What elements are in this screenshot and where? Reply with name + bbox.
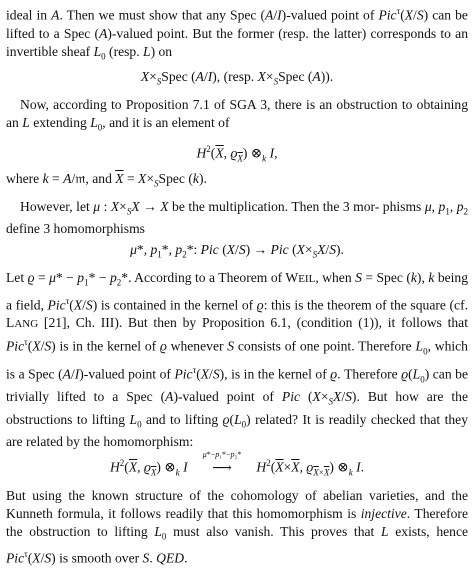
display-3: μ*, $p_1*$, $p_2*$: Pic (X/S) → Pic $(X\times_SX/S)$. [130, 242, 344, 261]
paragraph-2: Now, according to Proposition 7.1 of SGA 3, there is an obstruction to obtaining an L extending $L_0$, and it is an element of [6, 96, 468, 133]
paragraph-6: But using the known structure of the cohomology of abelian varieties, and the Kunneth formula, it follows readily that this homomorphism is injective. Therefore the obstruction to lifting $L_0$ must also vanish. This proves that L exists, hence Pic$^\tau$(X/S) is smooth over S. QED. [6, 487, 469, 566]
paragraph-4: However, let μ : $X\times_SX \to X$ be the multiplication. Then the 3 mor- phisms μ, $p_1$, $p_2$ define 3 homomorphisms [6, 198, 469, 237]
paragraph-1: ideal in A. Then we must show that any Spec (A/I)-valued point of Pic$^\tau$(X/S) can be lifted to a Spec (A)-valued point. But the former (resp. the latter) corresponds to an invertible sheaf $L_0$ (resp. L) on [6, 6, 468, 62]
display-2: $H^2(\overline{X}$, $ϱ_{\overline{X}}$) $\otimes_k$ I, [196, 143, 278, 163]
display-4: $H^2(\overline{X}$, $ϱ_{\overline{X}}$) $\otimes_k$ I μ*−p₁*−p₂* ⟶ $H^2(\overline{X}\times\overline{X}$, $ϱ_{\overline{X}\times\overline{X}}$) $\otimes_k$ I. [109, 449, 365, 478]
display-1: $X\times_SSpec$ (A/I), (resp. $X\times_SSpec$ (A)). [140, 69, 334, 87]
paragraph-3: where k = A/𝔪, and $\overline{X}$ = $X\times_SSpec$ (k). [6, 170, 207, 189]
paragraph-5: Let $ϱ = \mu* - p_1* - p_2*$. According to a Theorem of WEIL, when S = Spec (k), k being a field, Pic$^\tau$(X/S) is contained in the kernel of ϱ: this is the theorem of the square (cf. LANG [21], Ch. III). But then by Proposition 6.1, (condition (1)), it follows that Pic$^\tau$(X/S) is in the kernel of ϱ whenever S consists of one point. Therefore $L_0$, which is a Spec (A/I)-valued point of Pic$^\tau$(X/S), is in the kernel of ϱ. Therefore $ϱ(L_0)$ can be trivially lifted to a Spec (A)-valued point of Pic $(X\times_SX/S)$. But how are the obstructions to lifting $L_0$ and to lifting $ϱ(L_0)$ related? It is readily checked that they are related by the homomorphism: [6, 270, 469, 450]
